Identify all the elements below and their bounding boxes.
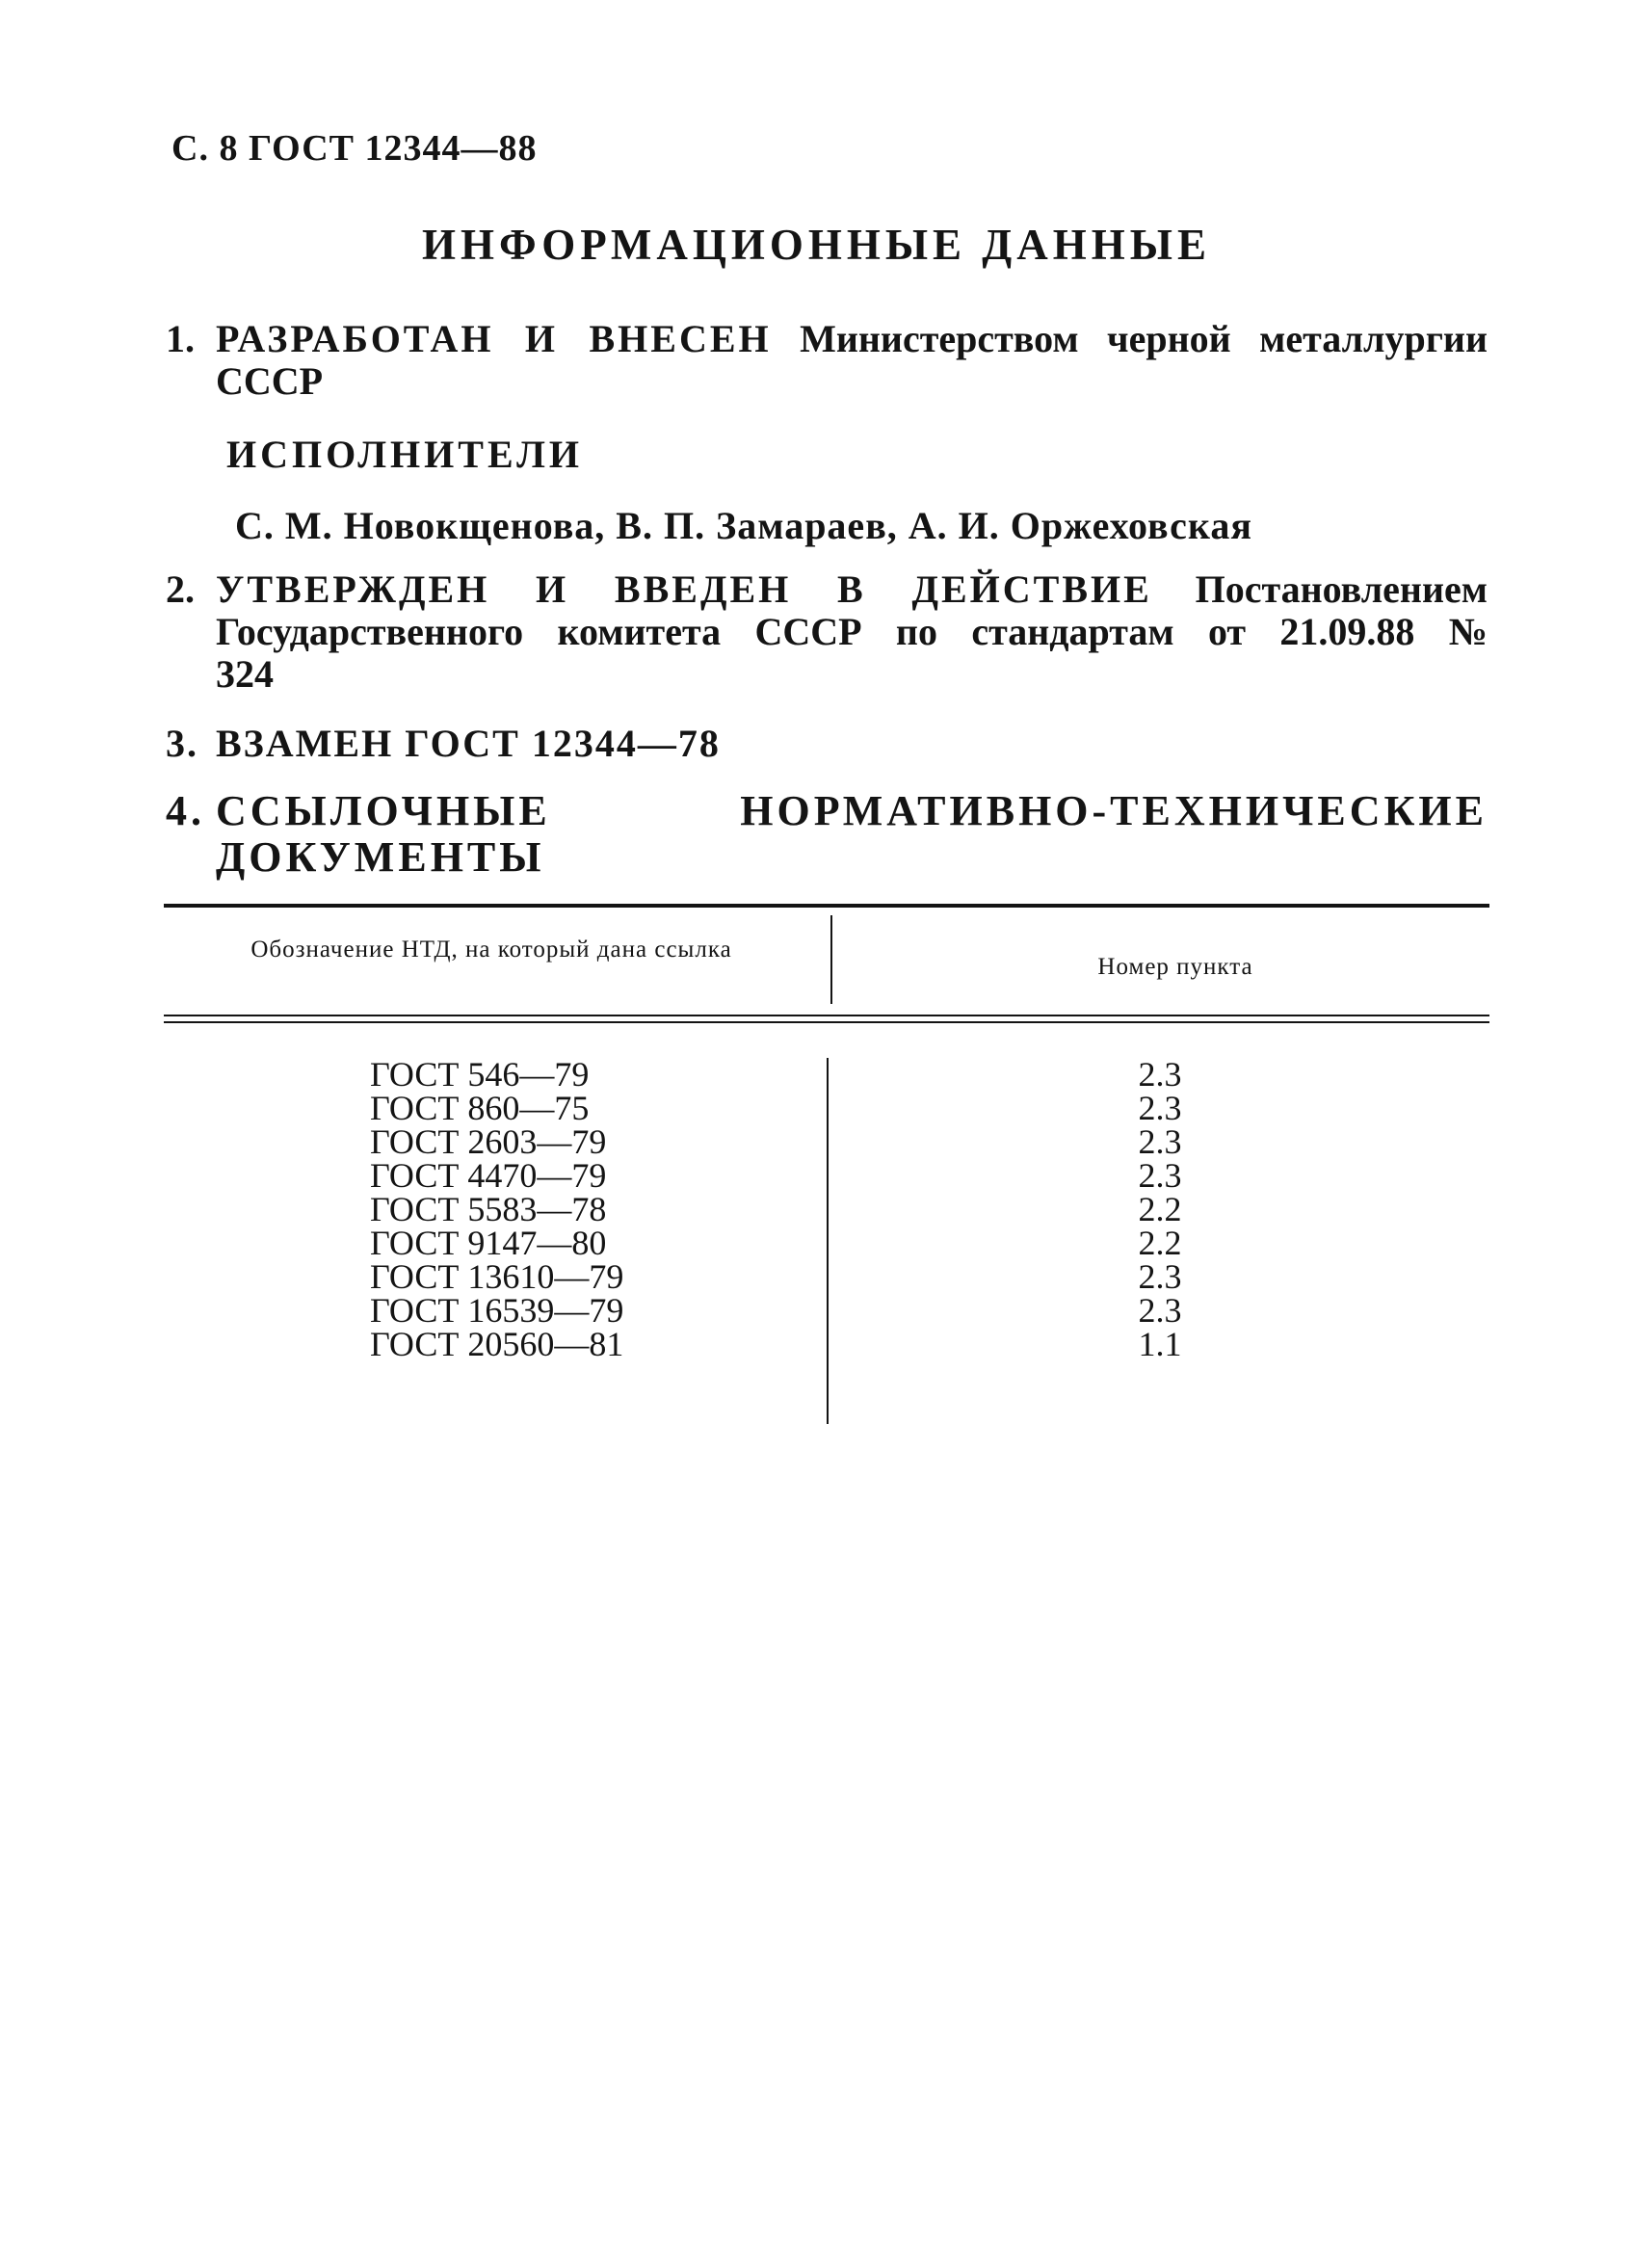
table-top-rule: [164, 904, 1489, 908]
clause-number: 2.3: [1138, 1089, 1182, 1127]
header-bottom-rule-double: [164, 1021, 1489, 1023]
document-title: ИНФОРМАЦИОННЫЕ ДАННЫЕ: [422, 221, 1211, 269]
item-lead: РАЗРАБОТАН И ВНЕСЕН: [216, 317, 772, 360]
document-ref: ГОСТ 13610—79: [370, 1257, 624, 1296]
clause-number: 2.3: [1138, 1122, 1182, 1161]
info-item-3: [166, 723, 1488, 765]
item-lead: ССЫЛОЧНЫЕ НОРМАТИВНО-ТЕХНИЧЕСКИЕ ДОКУМЕНТЫ: [216, 787, 1488, 881]
info-item-4: [166, 788, 1488, 881]
info-item-1: [166, 318, 1488, 403]
item-number: 3.: [166, 722, 198, 765]
page-header: С. 8 ГОСТ 12344—88: [171, 128, 538, 169]
document-ref: ГОСТ 20560—81: [370, 1325, 624, 1363]
document-ref: ГОСТ 9147—80: [370, 1224, 607, 1262]
item-number: 2.: [166, 567, 195, 611]
executors-names: С. М. Новокщенова, В. П. Замараев, А. И. Оржеховская: [235, 504, 1252, 547]
executors-heading: ИСПОЛНИТЕЛИ: [226, 433, 584, 476]
info-item-2: [166, 568, 1488, 696]
clause-number: 2.2: [1138, 1190, 1182, 1228]
item-number: 1.: [166, 317, 195, 360]
item-text: Министерством черной металлургии СССР: [216, 317, 1488, 403]
item-lead: ВЗАМЕН ГОСТ 12344—78: [216, 722, 721, 765]
column-header-clause: Номер пункта: [1097, 954, 1253, 980]
document-ref: ГОСТ 546—79: [370, 1055, 590, 1094]
item-number: 4.: [166, 787, 205, 834]
header-column-divider: [830, 915, 832, 1004]
document-ref: ГОСТ 4470—79: [370, 1156, 607, 1195]
clause-number: 2.3: [1138, 1257, 1182, 1296]
clause-number: 2.3: [1138, 1156, 1182, 1195]
column-header-document: Обозначение НТД, на который дана ссылка: [250, 936, 732, 963]
item-lead: УТВЕРЖДЕН И ВВЕДЕН В ДЕЙСТВИЕ: [216, 567, 1152, 611]
clause-number: 1.1: [1138, 1325, 1182, 1363]
document-ref: ГОСТ 5583—78: [370, 1190, 607, 1228]
item-text: Постановлением Государственного комитета СССР по стандартам от 21.09.88 № 324: [216, 567, 1488, 696]
document-ref: ГОСТ 860—75: [370, 1089, 590, 1127]
clause-number: 2.3: [1138, 1291, 1182, 1330]
header-bottom-rule: [164, 1015, 1489, 1016]
clause-number: 2.2: [1138, 1224, 1182, 1262]
document-ref: ГОСТ 2603—79: [370, 1122, 607, 1161]
clause-number: 2.3: [1138, 1055, 1182, 1094]
document-ref: ГОСТ 16539—79: [370, 1291, 624, 1330]
body-column-divider: [827, 1058, 829, 1424]
